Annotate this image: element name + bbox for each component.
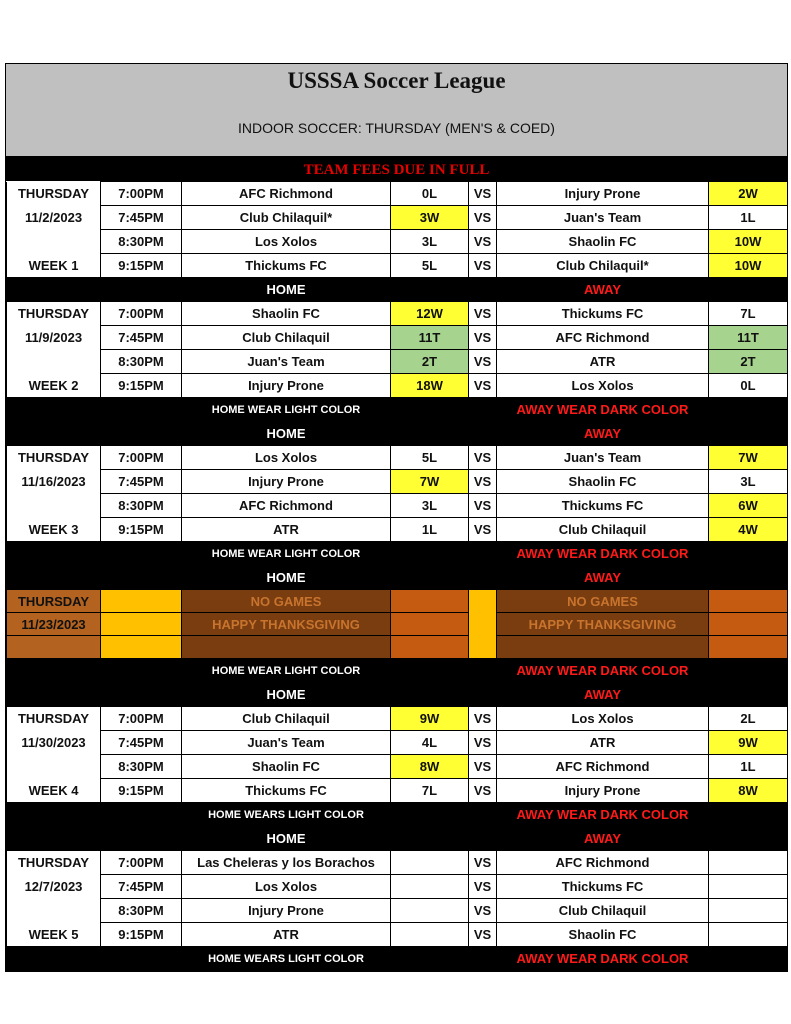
home-result: 8W <box>391 755 469 779</box>
home-result <box>391 923 469 947</box>
league-title: USSSA Soccer League <box>287 68 506 93</box>
away-heading: AWAY <box>497 827 709 851</box>
home-wear-note: HOME WEAR LIGHT COLOR <box>182 398 391 422</box>
game-row <box>7 518 788 542</box>
week-date: 11/16/2023 <box>7 470 101 494</box>
wear-bar <box>7 542 788 566</box>
home-result: 2T <box>391 350 469 374</box>
week-spacer <box>7 899 101 923</box>
game-time: 7:45PM <box>101 731 182 755</box>
vs-label: VS <box>469 206 497 230</box>
week-number: WEEK 3 <box>7 518 101 542</box>
home-team: Club Chilaquil* <box>182 206 391 230</box>
home-result <box>391 875 469 899</box>
away-result: 8W <box>709 779 788 803</box>
home-result: 3W <box>391 206 469 230</box>
away-team: ATR <box>497 350 709 374</box>
no-games-away: NO GAMES <box>497 590 709 613</box>
week-spacer <box>7 350 101 374</box>
away-result: 7L <box>709 302 788 326</box>
thanksgiving-away: HAPPY THANKSGIVING <box>497 613 709 636</box>
away-result: 0L <box>709 374 788 398</box>
game-row <box>7 254 788 278</box>
game-time: 7:00PM <box>101 851 182 875</box>
fees-notice: TEAM FEES DUE IN FULL <box>6 157 787 181</box>
game-row <box>7 875 788 899</box>
vs-label: VS <box>469 230 497 254</box>
week-number: WEEK 5 <box>7 923 101 947</box>
week-number: WEEK 1 <box>7 254 101 278</box>
away-team: Thickums FC <box>497 494 709 518</box>
home-result: 9W <box>391 707 469 731</box>
home-result: 5L <box>391 446 469 470</box>
away-heading: AWAY <box>497 278 709 302</box>
home-team: Injury Prone <box>182 470 391 494</box>
home-team: Thickums FC <box>182 779 391 803</box>
wear-bar <box>7 398 788 422</box>
game-row <box>7 731 788 755</box>
away-result: 10W <box>709 230 788 254</box>
home-result: 3L <box>391 494 469 518</box>
home-result: 0L <box>391 182 469 206</box>
home-team: Injury Prone <box>182 899 391 923</box>
no-games-home: NO GAMES <box>182 590 391 613</box>
vs-label: VS <box>469 182 497 206</box>
game-time: 7:45PM <box>101 875 182 899</box>
away-team: AFC Richmond <box>497 755 709 779</box>
vs-label: VS <box>469 923 497 947</box>
week-number: WEEK 2 <box>7 374 101 398</box>
vs-label: VS <box>469 731 497 755</box>
week-day: THURSDAY <box>7 590 101 613</box>
away-result: 11T <box>709 326 788 350</box>
week-spacer <box>7 494 101 518</box>
away-result <box>709 923 788 947</box>
week-spacer <box>7 755 101 779</box>
game-time: 9:15PM <box>101 779 182 803</box>
home-team: Thickums FC <box>182 254 391 278</box>
away-wear-note: AWAY WEAR DARK COLOR <box>497 803 709 827</box>
game-row <box>7 470 788 494</box>
game-row <box>7 755 788 779</box>
away-team: Thickums FC <box>497 875 709 899</box>
away-heading: AWAY <box>497 422 709 446</box>
week-date: 11/30/2023 <box>7 731 101 755</box>
vs-label: VS <box>469 374 497 398</box>
away-wear-note: AWAY WEAR DARK COLOR <box>497 659 709 683</box>
away-team: Club Chilaquil* <box>497 254 709 278</box>
away-result <box>709 875 788 899</box>
away-team: AFC Richmond <box>497 851 709 875</box>
game-time: 8:30PM <box>101 755 182 779</box>
home-away-bar <box>7 566 788 590</box>
week-day: THURSDAY <box>7 446 101 470</box>
away-team: AFC Richmond <box>497 326 709 350</box>
vs-label: VS <box>469 326 497 350</box>
vs-label: VS <box>469 707 497 731</box>
game-time: 7:00PM <box>101 182 182 206</box>
week-number: WEEK 4 <box>7 779 101 803</box>
week-day: THURSDAY <box>7 302 101 326</box>
game-row <box>7 779 788 803</box>
home-wear-note: HOME WEARS LIGHT COLOR <box>182 947 391 971</box>
wear-bar <box>7 659 788 683</box>
week-date: 11/2/2023 <box>7 206 101 230</box>
vs-label: VS <box>469 254 497 278</box>
away-team: Juan's Team <box>497 206 709 230</box>
game-row <box>7 494 788 518</box>
home-result: 7W <box>391 470 469 494</box>
away-result: 2T <box>709 350 788 374</box>
home-result: 18W <box>391 374 469 398</box>
week-day: THURSDAY <box>7 851 101 875</box>
thanksgiving-row <box>7 636 788 659</box>
week-date: 12/7/2023 <box>7 875 101 899</box>
away-result: 4W <box>709 518 788 542</box>
home-away-bar <box>7 683 788 707</box>
home-team: ATR <box>182 518 391 542</box>
home-team: Los Xolos <box>182 875 391 899</box>
home-result <box>391 899 469 923</box>
wear-bar <box>7 803 788 827</box>
home-result <box>391 851 469 875</box>
home-wear-note: HOME WEAR LIGHT COLOR <box>182 659 391 683</box>
away-result: 3L <box>709 470 788 494</box>
away-result: 2L <box>709 707 788 731</box>
home-result: 7L <box>391 779 469 803</box>
away-wear-note: AWAY WEAR DARK COLOR <box>497 947 709 971</box>
game-row <box>7 206 788 230</box>
home-team: Club Chilaquil <box>182 707 391 731</box>
week-day: THURSDAY <box>7 707 101 731</box>
vs-label: VS <box>469 875 497 899</box>
home-heading: HOME <box>182 278 391 302</box>
week-date: 11/23/2023 <box>7 613 101 636</box>
game-row <box>7 230 788 254</box>
game-row <box>7 446 788 470</box>
home-heading: HOME <box>182 566 391 590</box>
away-result <box>709 851 788 875</box>
away-team: Thickums FC <box>497 302 709 326</box>
away-team: ATR <box>497 731 709 755</box>
vs-label: VS <box>469 899 497 923</box>
home-team: ATR <box>182 923 391 947</box>
home-away-bar <box>7 422 788 446</box>
vs-label: VS <box>469 446 497 470</box>
home-team: Los Xolos <box>182 446 391 470</box>
home-team: Juan's Team <box>182 731 391 755</box>
away-result: 6W <box>709 494 788 518</box>
game-time: 7:00PM <box>101 302 182 326</box>
away-team: Los Xolos <box>497 707 709 731</box>
game-time: 7:45PM <box>101 470 182 494</box>
away-result: 9W <box>709 731 788 755</box>
away-wear-note: AWAY WEAR DARK COLOR <box>497 398 709 422</box>
game-row <box>7 899 788 923</box>
vs-label: VS <box>469 470 497 494</box>
home-result: 1L <box>391 518 469 542</box>
game-row <box>7 350 788 374</box>
schedule-table <box>6 181 788 971</box>
away-team: Club Chilaquil <box>497 518 709 542</box>
home-heading: HOME <box>182 683 391 707</box>
thanksgiving-home: HAPPY THANKSGIVING <box>182 613 391 636</box>
vs-label: VS <box>469 350 497 374</box>
home-team: AFC Richmond <box>182 182 391 206</box>
vs-label: VS <box>469 851 497 875</box>
home-team: Juan's Team <box>182 350 391 374</box>
game-row <box>7 851 788 875</box>
game-row <box>7 707 788 731</box>
game-row <box>7 923 788 947</box>
title-banner <box>6 64 787 157</box>
vs-label: VS <box>469 779 497 803</box>
game-row <box>7 182 788 206</box>
home-away-bar <box>7 827 788 851</box>
away-team: Shaolin FC <box>497 230 709 254</box>
game-time: 9:15PM <box>101 923 182 947</box>
home-team: Los Xolos <box>182 230 391 254</box>
game-time: 8:30PM <box>101 899 182 923</box>
game-time: 9:15PM <box>101 518 182 542</box>
away-team: Club Chilaquil <box>497 899 709 923</box>
away-result <box>709 899 788 923</box>
home-result: 4L <box>391 731 469 755</box>
home-heading: HOME <box>182 422 391 446</box>
week-date: 11/9/2023 <box>7 326 101 350</box>
away-team: Shaolin FC <box>497 923 709 947</box>
away-result: 10W <box>709 254 788 278</box>
home-wear-note: HOME WEAR LIGHT COLOR <box>182 542 391 566</box>
thanksgiving-row <box>7 613 788 636</box>
away-team: Shaolin FC <box>497 470 709 494</box>
home-away-bar <box>7 278 788 302</box>
home-team: Club Chilaquil <box>182 326 391 350</box>
away-wear-note: AWAY WEAR DARK COLOR <box>497 542 709 566</box>
away-result: 1L <box>709 206 788 230</box>
away-team: Injury Prone <box>497 779 709 803</box>
home-heading: HOME <box>182 827 391 851</box>
away-result: 2W <box>709 182 788 206</box>
game-time: 7:00PM <box>101 446 182 470</box>
home-result: 5L <box>391 254 469 278</box>
away-heading: AWAY <box>497 566 709 590</box>
game-time: 8:30PM <box>101 350 182 374</box>
vs-label: VS <box>469 518 497 542</box>
game-time: 7:00PM <box>101 707 182 731</box>
away-result: 1L <box>709 755 788 779</box>
game-row <box>7 302 788 326</box>
league-subtitle: INDOOR SOCCER: THURSDAY (MEN'S & COED) <box>238 120 555 136</box>
home-team: Shaolin FC <box>182 755 391 779</box>
week-spacer <box>7 230 101 254</box>
away-result: 7W <box>709 446 788 470</box>
home-team: Injury Prone <box>182 374 391 398</box>
away-heading: AWAY <box>497 683 709 707</box>
game-row <box>7 326 788 350</box>
week-day: THURSDAY <box>7 182 101 206</box>
vs-label: VS <box>469 302 497 326</box>
home-team: AFC Richmond <box>182 494 391 518</box>
game-time: 7:45PM <box>101 206 182 230</box>
game-time: 7:45PM <box>101 326 182 350</box>
game-time: 9:15PM <box>101 374 182 398</box>
thanksgiving-row <box>7 590 788 613</box>
home-result: 3L <box>391 230 469 254</box>
home-team: Las Cheleras y los Borachos <box>182 851 391 875</box>
game-time: 8:30PM <box>101 230 182 254</box>
home-team: Shaolin FC <box>182 302 391 326</box>
schedule-sheet <box>5 63 788 972</box>
game-time: 9:15PM <box>101 254 182 278</box>
vs-label: VS <box>469 494 497 518</box>
home-wear-note: HOME WEARS LIGHT COLOR <box>182 803 391 827</box>
vs-label: VS <box>469 755 497 779</box>
wear-bar <box>7 947 788 971</box>
game-time: 8:30PM <box>101 494 182 518</box>
away-team: Juan's Team <box>497 446 709 470</box>
away-team: Los Xolos <box>497 374 709 398</box>
home-result: 12W <box>391 302 469 326</box>
home-result: 11T <box>391 326 469 350</box>
game-row <box>7 374 788 398</box>
away-team: Injury Prone <box>497 182 709 206</box>
